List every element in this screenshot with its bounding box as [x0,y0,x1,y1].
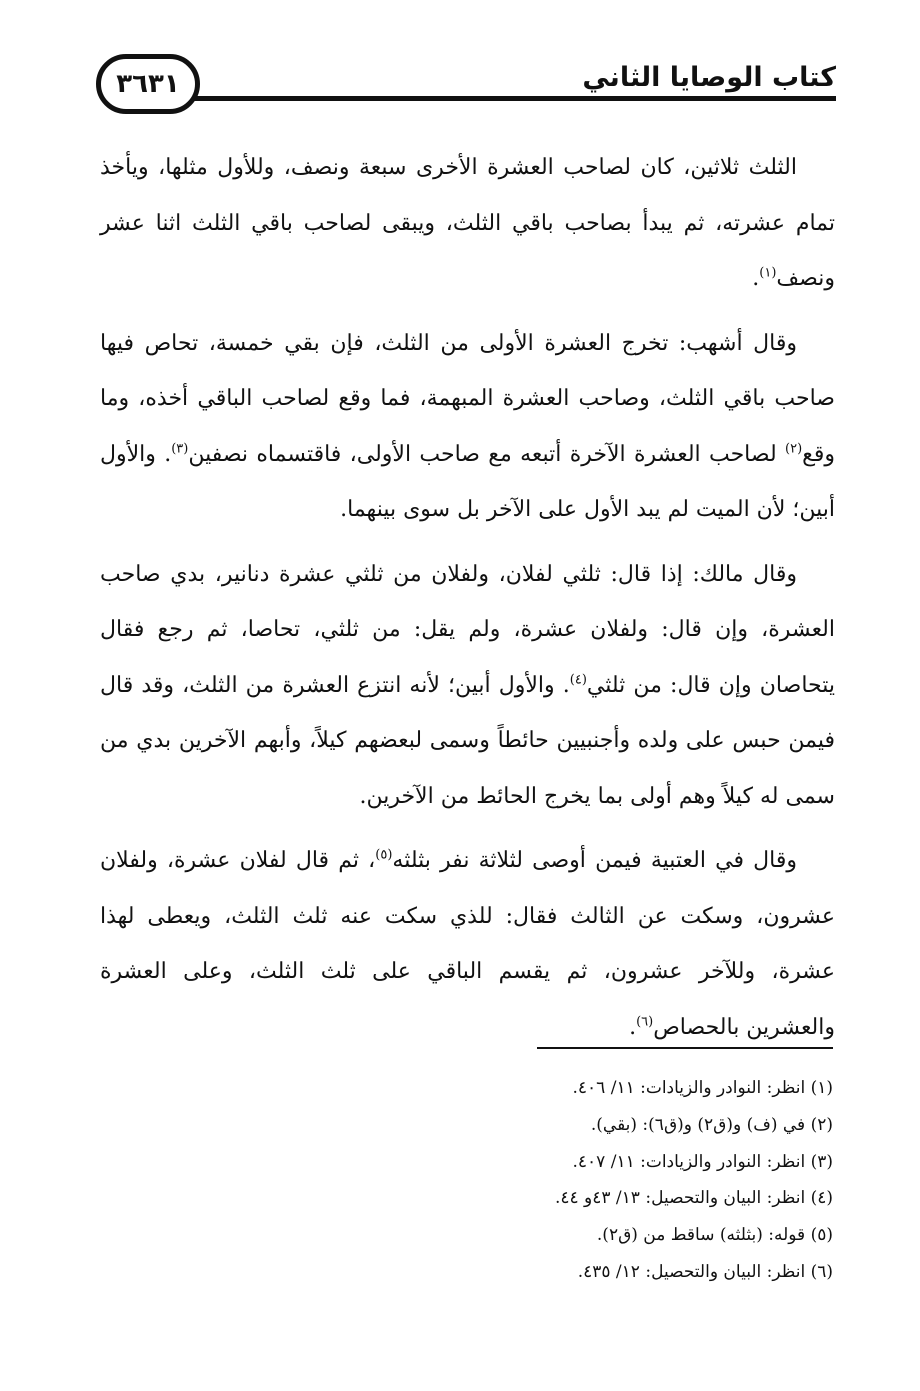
paragraph-text: وقال في العتبية فيمن أوصى لثلاثة نفر بثلثه [392,848,797,873]
footnote-reference: (٦) [636,1014,654,1030]
paragraph-text: وقال مالك: إذا قال: ثلثي لفلان، ولفلان من ثلثي عشرة دنانير، بدي صاحب العشرة، وإن قال: ولفلان عشرة، ولم يقل: من ثلثي، تحاصا، ثم رجع فقال يتحاصان وإن قال: من ثلثي [100,561,835,698]
paragraph-text: . [629,1014,637,1040]
paragraph-text: ، ثم قال لفلان عشرة، ولفلان عشرون، وسكت عن الثالث فقال: للذي سكت عنه ثلث الثلث، ويعطى لهذا عشرة، وللآخر عشرون، ثم يقسم الباقي على ثلث الثلث، وعلى العشرة والعشرين بالحصاص [100,848,835,1040]
footnote-reference: (٢) [785,441,803,457]
footnote-reference: (٤) [569,672,587,688]
paragraph-text: لصاحب العشرة الآخرة أتبعه مع صاحب الأولى، فاقتسماه نصفين [188,441,785,467]
footnote-reference: (٣) [171,441,189,457]
footnote-item: (٣) انظر: النوادر والزيادات: ١١/ ٤٠٧. [572,1151,833,1172]
paragraph-text: الثلث ثلاثين، كان لصاحب العشرة الأخرى سبعة ونصف، وللأول مثلها، ويأخذ تمام عشرته، ثم يبدأ بصاحب باقي الثلث، ويبقى لصاحب باقي الثلث اثنا عشر ونصف [100,155,835,291]
footnote-separator [537,1047,833,1049]
paragraph-text: . والأول أبين؛ لأنه انتزع العشرة من الثلث، وقد قال فيمن حبس على ولده وأجنبيين حائطاً وسمى لبعضهم كيلاً، وأبهم الآخرين بدي من سمى له كيلاً وهم أولى بما يخرج الحائط من الآخرين. [100,672,835,809]
body-paragraph [100,833,835,1055]
page-number: ٣٦٣١ [116,69,180,99]
running-title: كتاب الوصايا الثاني [582,62,836,93]
page-number-badge [96,54,200,114]
body-paragraph [100,547,835,825]
footnote-reference: (١) [759,265,777,281]
footnote-item: (٢) في (ف) و(ق٢) و(ق٦): (بقي). [590,1114,833,1135]
paragraph-text: وقال أشهب: تخرج العشرة الأولى من الثلث، فإن بقي خمسة، تحاص فيها صاحب باقي الثلث، وصاحب العشرة المبهمة، فما وقع لصاحب الباقي أخذه، وما وقع [100,330,835,467]
footnote-reference: (٥) [375,847,393,863]
body-paragraph [100,140,835,307]
footnote-item: (٤) انظر: البيان والتحصيل: ١٣/ ٤٣و ٤٤. [554,1188,833,1209]
paragraph-text: . والأول أبين؛ لأن الميت لم يبد الأول على الآخر بل سوى بينهما. [100,441,835,522]
footnote-item: (١) انظر: النوادر والزيادات: ١١/ ٤٠٦. [572,1078,833,1098]
page-header [96,54,836,124]
footnotes [333,1070,833,1291]
main-text [100,140,835,1064]
footnote-item: (٥) قوله: (بثلثه) ساقط من (ق٢). [596,1225,833,1246]
body-paragraph [100,316,835,538]
header-rule [192,96,836,101]
paragraph-text: . [752,266,760,291]
footnote-item: (٦) انظر: البيان والتحصيل: ١٢/ ٤٣٥. [577,1261,833,1282]
